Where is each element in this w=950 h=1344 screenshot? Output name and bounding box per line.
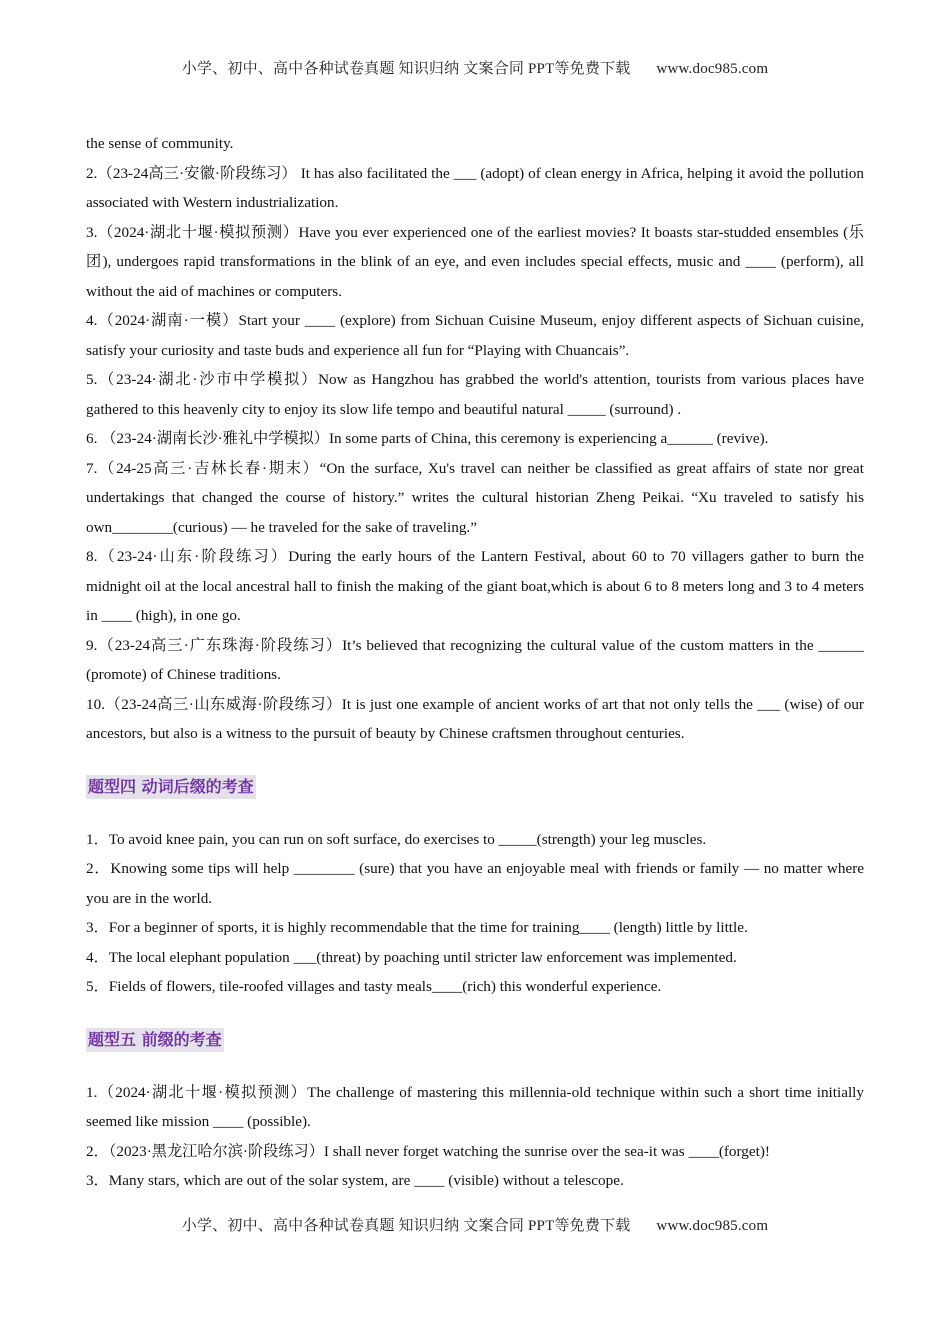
- section5-heading-wrap: [86, 1026, 864, 1054]
- question-item: 2.（23-24高三·安徽·阶段练习） It has also facilitated the ___ (adopt) of clean energy in Africa, helping it avoid the pollution associated with Western industrialization.: [86, 164, 864, 211]
- footer-text: 小学、初中、高中各种试卷真题 知识归纳 文案合同 PPT等免费下载: [181, 1218, 631, 1234]
- question-item: 4.（2024·湖南·一模）Start your ____ (explore) from Sichuan Cuisine Museum, enjoy different aspects of Sichuan cuisine, satisfy your curiosity and taste buds and experience all fun for “Playing with Chuancais”.: [86, 312, 864, 359]
- header-text: 小学、初中、高中各种试卷真题 知识归纳 文案合同 PPT等免费下载: [181, 61, 631, 77]
- question-item: 4．The local elephant population ___(threat) by poaching until stricter law enforcement was implemented.: [86, 948, 737, 966]
- page-footer: [0, 1214, 950, 1235]
- question-item: 9.（23-24高三·广东珠海·阶段练习）It’s believed that recognizing the cultural value of the custom matters in the ______ (promote) of Chinese traditions.: [86, 636, 864, 683]
- section4-list: [86, 825, 864, 1002]
- question-item: 5.（23-24·湖北·沙市中学模拟）Now as Hangzhou has grabbed the world's attention, tourists from various places have gathered to this heavenly city to enjoy its slow life tempo and beautiful natural _____ (surround) .: [86, 371, 864, 418]
- question-item: 3．For a beginner of sports, it is highly recommendable that the time for training____ (length) little by little.: [86, 919, 748, 936]
- question-item: 1．To avoid knee pain, you can run on soft surface, do exercises to _____(strength) your leg muscles.: [86, 830, 707, 848]
- section5-list: [86, 1078, 864, 1196]
- question-item: 2．Knowing some tips will help ________ (sure) that you have an enjoyable meal with friends or family — no matter where you are in the world.: [86, 860, 864, 907]
- page-header: [0, 57, 950, 78]
- question-item: 2．（2023·黑龙江哈尔滨·阶段练习）I shall never forget watching the sunrise over the sea-it was ____(forget)!: [86, 1142, 770, 1160]
- section5-heading: 题型五 前缀的考查: [86, 1028, 224, 1052]
- question-item: 3．Many stars, which are out of the solar system, are ____ (visible) without a telescope.: [86, 1172, 624, 1189]
- document-body: [86, 129, 864, 1196]
- question-item: 3.（2024·湖北十堰·模拟预测）Have you ever experienced one of the earliest movies? It boasts star-studded ensembles (乐团), undergoes rapid transformations in the blink of an eye, and even includes special effects, music and ____ (perform), all without the aid of machines or computers.: [86, 223, 864, 300]
- question-item: 6. （23-24·湖南长沙·雅礼中学模拟）In some parts of China, this ceremony is experiencing a______ (revive).: [86, 430, 769, 447]
- continuation-line: the sense of community.: [86, 135, 234, 152]
- section3-list: [86, 159, 864, 749]
- section4-heading-wrap: [86, 773, 864, 801]
- header-site: www.doc985.com: [656, 61, 769, 77]
- question-item: 10.（23-24高三·山东威海·阶段练习）It is just one example of ancient works of art that not only tells the ___ (wise) of our ancestors, but also is a witness to the pursuit of beauty by Chinese craftsmen throughout centuries.: [86, 695, 864, 742]
- question-item: 8.（23-24·山东·阶段练习）During the early hours of the Lantern Festival, about 60 to 70 villagers gather to burn the midnight oil at the local ancestral hall to finish the making of the giant boat,which is about 6 to 8 meters long and 3 to 4 meters in ____ (high), in one go.: [86, 548, 864, 624]
- footer-site: www.doc985.com: [656, 1218, 769, 1234]
- question-item: 7.（24-25高三·吉林长春·期末）“On the surface, Xu's travel can neither be classified as great affairs of state nor great undertakings that changed the course of history.” writes the cultural historian Zheng Peikai. “Xu traveled to satisfy his own________(curious) — he traveled for the sake of traveling.”: [86, 459, 864, 536]
- section4-heading: 题型四 动词后缀的考查: [86, 775, 256, 799]
- question-item: 5．Fields of flowers, tile-roofed villages and tasty meals____(rich) this wonderful experience.: [86, 978, 662, 995]
- question-item: 1.（2024·湖北十堰·模拟预测）The challenge of mastering this millennia-old technique within such a short time initially seemed like mission ____ (possible).: [86, 1083, 864, 1130]
